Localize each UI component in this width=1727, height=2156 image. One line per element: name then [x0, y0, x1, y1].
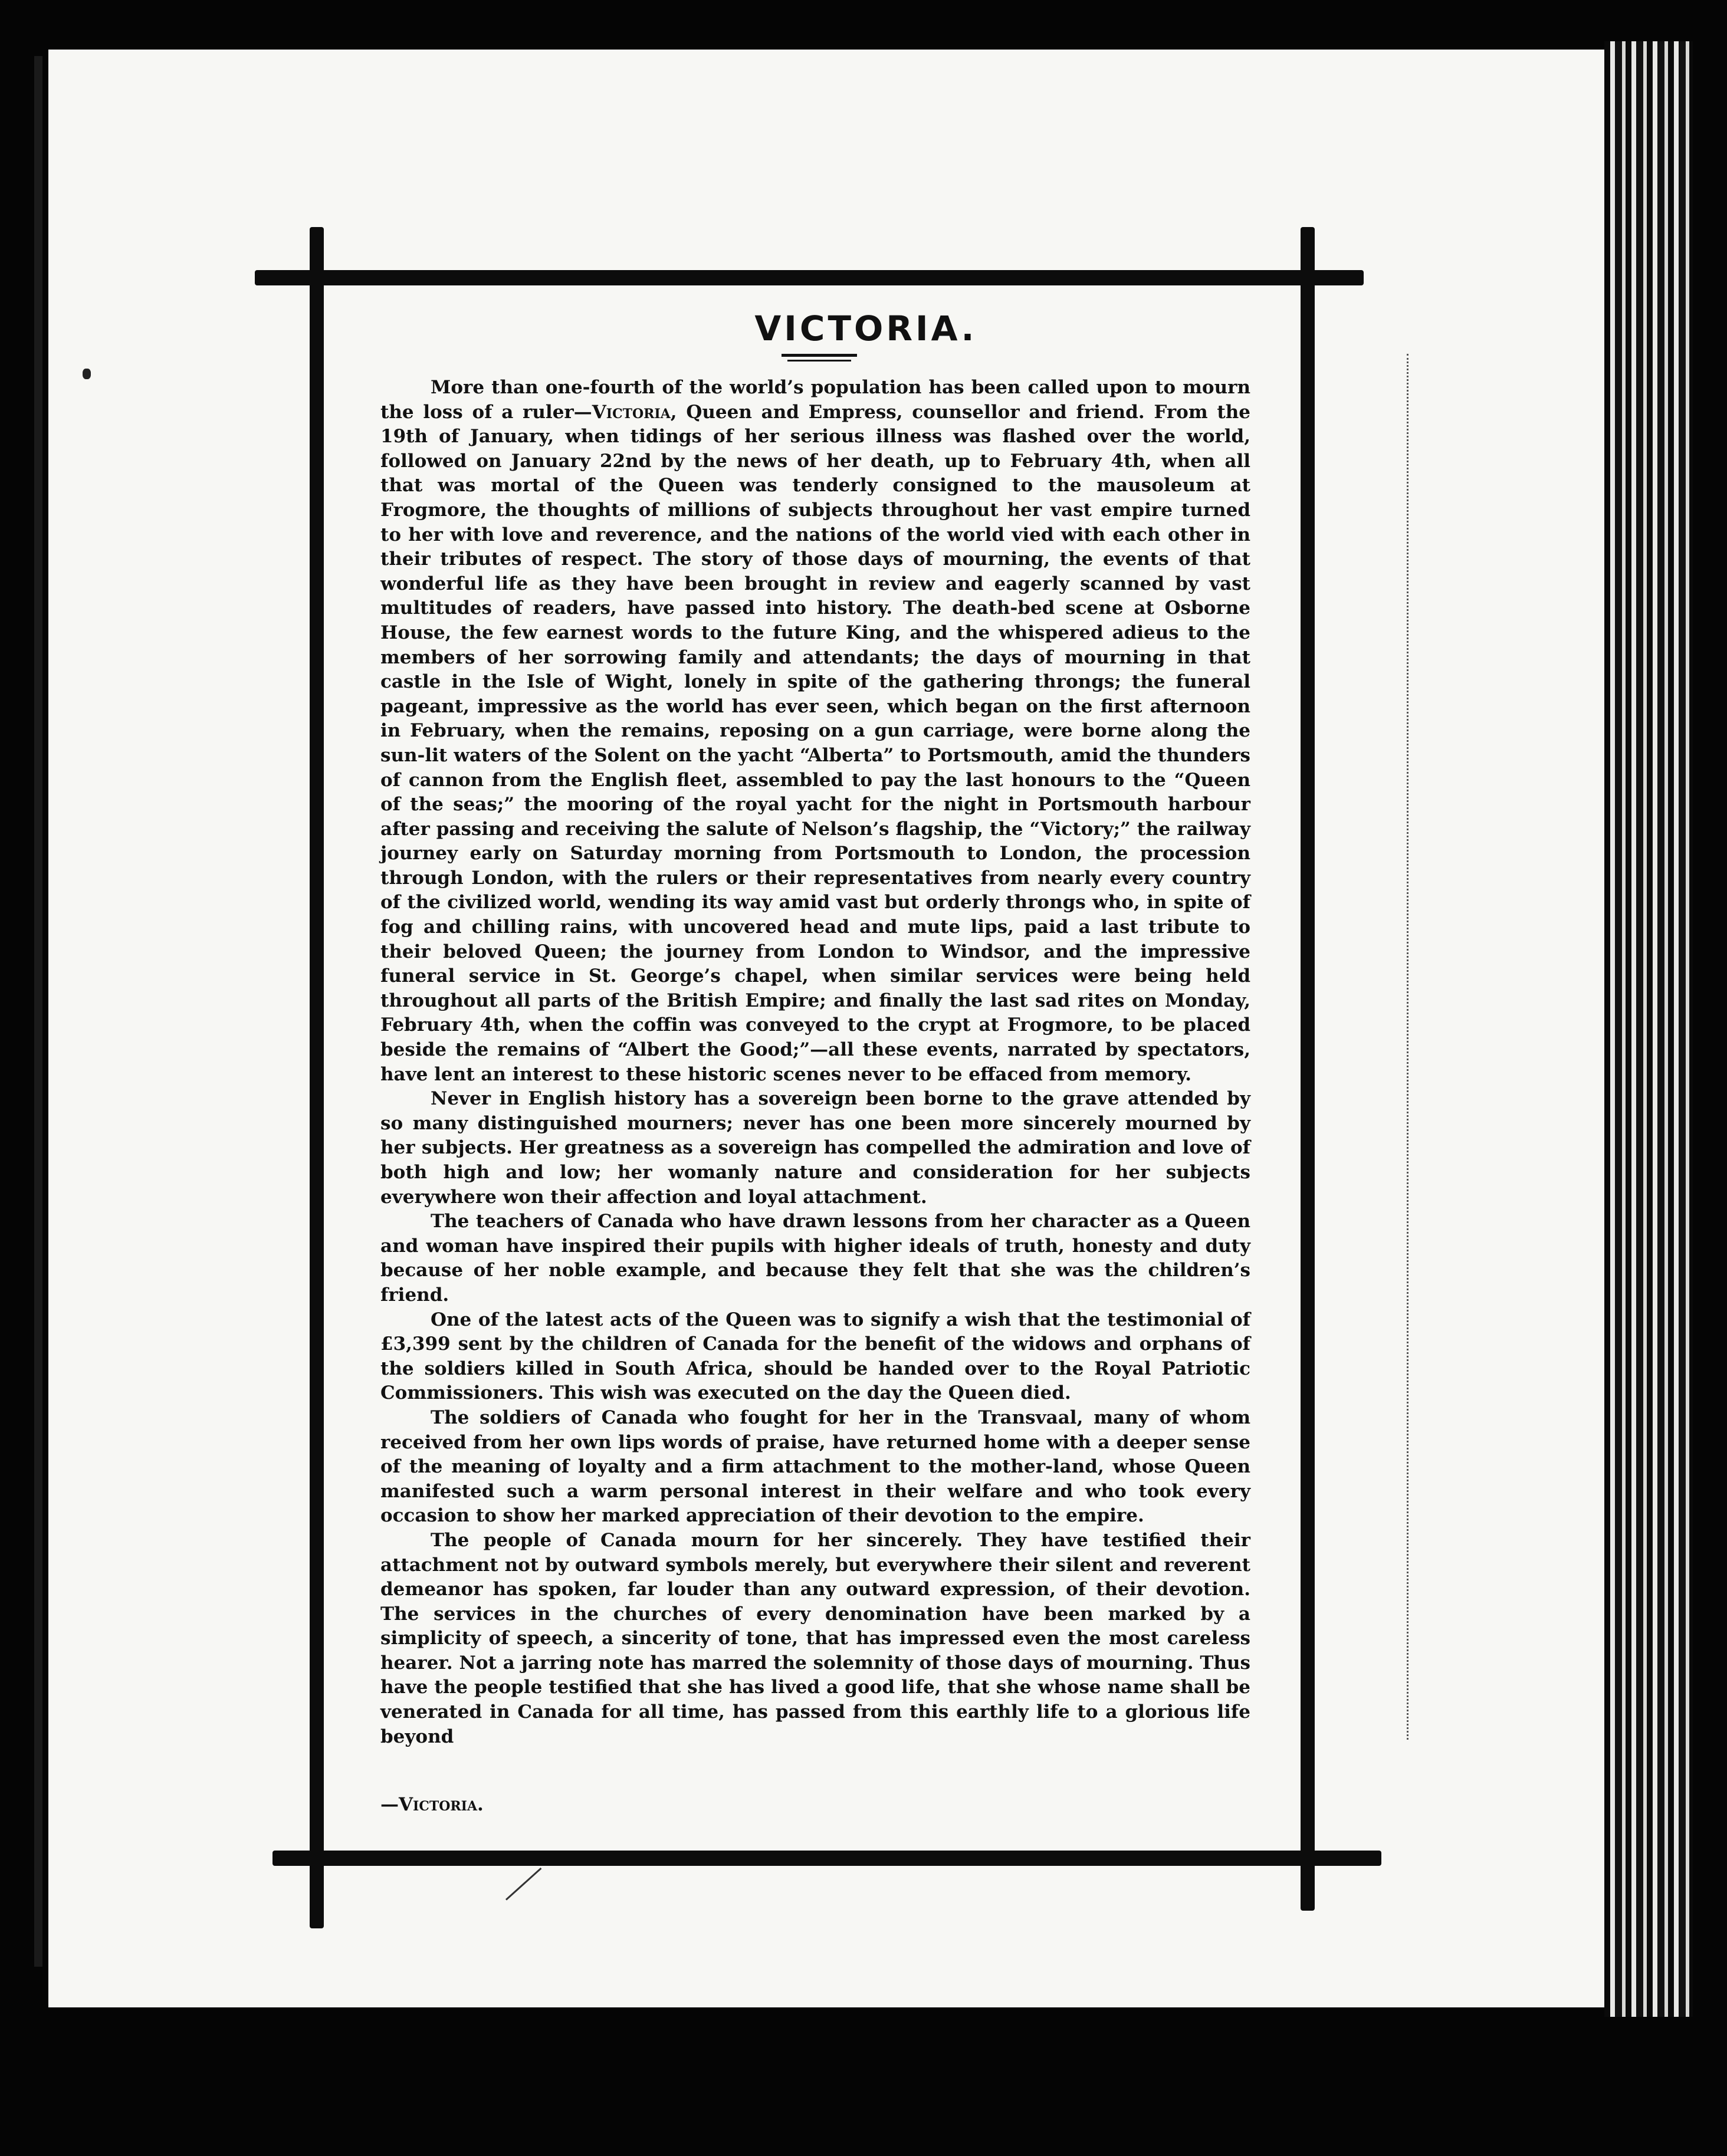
paragraph-5: The soldiers of Canada who fought for her in the Transvaal, many of whom received from her own lips words of praise, have returned home with a deeper sense of the meaning of loyalty and a firm attachment to the mother-land, whose Queen manifested such a warm personal interest in their welfare and who took every occasion to show her marked appreciation of their devotion to the empire. [380, 1406, 1250, 1527]
title-rule-lower [787, 360, 851, 361]
paragraph-6: The people of Canada mourn for her sincerely. They have testified their attachment not by outward symbols merely, but everywhere their silent and reverent demeanor has spoken, far louder than any outward expression, of their devotion. The services in the churches of every denomination have been marked by a simplicity of speech, a sincerity of tone, that has impressed even the most careless hearer. Not a jarring note has marred the solemnity of those days of mourning. Thus have the people testified that she has lived a good life, that she whose name shall be venerated in Canada for all time, has passed from this earthly life to a glorious life beyond [380, 1529, 1250, 1747]
show-through-dotted-line [1407, 354, 1413, 1740]
paragraph-2: Never in English history has a sovereign been borne to the grave attended by so many distinguished mourners; never has one been more sincerely mourned by her subjects. Her greatness as a sovereign has compelled the admiration and love of both high and low; her womanly nature and consideration for her subjects everywhere won their affection and loyal attachment. [380, 1088, 1250, 1208]
victoria-small-caps: Victoria [592, 401, 671, 423]
signature: —Victoria. [380, 1794, 484, 1815]
frame-bar-right [1301, 227, 1315, 1911]
frame-bar-left [310, 227, 324, 1928]
paragraph-4: One of the latest acts of the Queen was to signify a wish that the testimonial of £3,399 sent by the children of Canada for the benefit of the widows and orphans of the soldiers killed in South Africa, should be handed over to the Royal Patriotic Commissioners. This wish was executed on the day the Queen died. [380, 1309, 1250, 1404]
frame-bar-bottom [272, 1851, 1381, 1866]
left-page-edge [34, 56, 42, 1967]
binding-edge-stripes [1604, 41, 1693, 2017]
frame-bar-top [255, 270, 1364, 285]
paragraph-1: More than one-fourth of the world’s population has been called upon to mourn the loss of a ruler—Victoria, Queen and Empress, counsellor and friend. From the 19th of January, when tidings of her serious illness was flashed over the world, followed on January 22nd by the news of her death, up to February 4th, when all that was mortal of the Queen was tenderly consigned to the mausoleum at Frogmore, the thoughts of millions of subjects throughout her vast empire turned to her with love and reverence, and the nations of the world vied with each other in their tributes of respect. The story of those days of mourning, the events of that wonderful life as they have been brought in review and eagerly scanned by vast multitudes of readers, have passed into history. The death-bed scene at Osborne House, the few earnest words to the future King, and the whispered adieus to the members of her sorrowing family and attendants; the days of mourning in that castle in the Isle of Wight, lonely in spite of the gathering throngs; the funeral pageant, impressive as the world has ever seen, which began on the first afternoon in February, when the remains, reposing on a gun carriage, were borne along the sun-lit waters of the Solent on the yacht “Alberta” to Portsmouth, amid the thunders of cannon from the English fleet, assembled to pay the last honours to the “Queen of the seas;” the mooring of the royal yacht for the night in Portsmouth harbour after passing and receiving the salute of Nelson’s flagship, the “Victory;” the railway journey early on Saturday morning from Portsmouth to London, the procession through London, with the rulers or their representatives from nearly every country of the civilized world, wending its way amid vast but orderly throngs who, in spite of fog and chilling rains, with uncovered head and mute lips, paid a last tribute to their beloved Queen; the journey from London to Windsor, and the impressive funeral service in St. George’s chapel, when similar services were being held throughout all parts of the British Empire; and finally the last sad rites on Monday, February 4th, when the coffin was conveyed to the crypt at Frogmore, to be placed beside the remains of “Albert the Good;”—all these events, narrated by spectators, have lent an interest to these historic scenes never to be effaced from memory. [380, 377, 1250, 1085]
ink-speck [83, 369, 91, 379]
title-rule [782, 354, 857, 357]
page-title: VICTORIA. [754, 308, 977, 349]
article-body [380, 376, 1250, 1749]
paragraph-3: The teachers of Canada who have drawn lessons from her character as a Queen and woman have inspired their pupils with higher ideals of truth, honesty and duty because of her noble example, and because they felt that she was the children’s friend. [380, 1211, 1250, 1306]
